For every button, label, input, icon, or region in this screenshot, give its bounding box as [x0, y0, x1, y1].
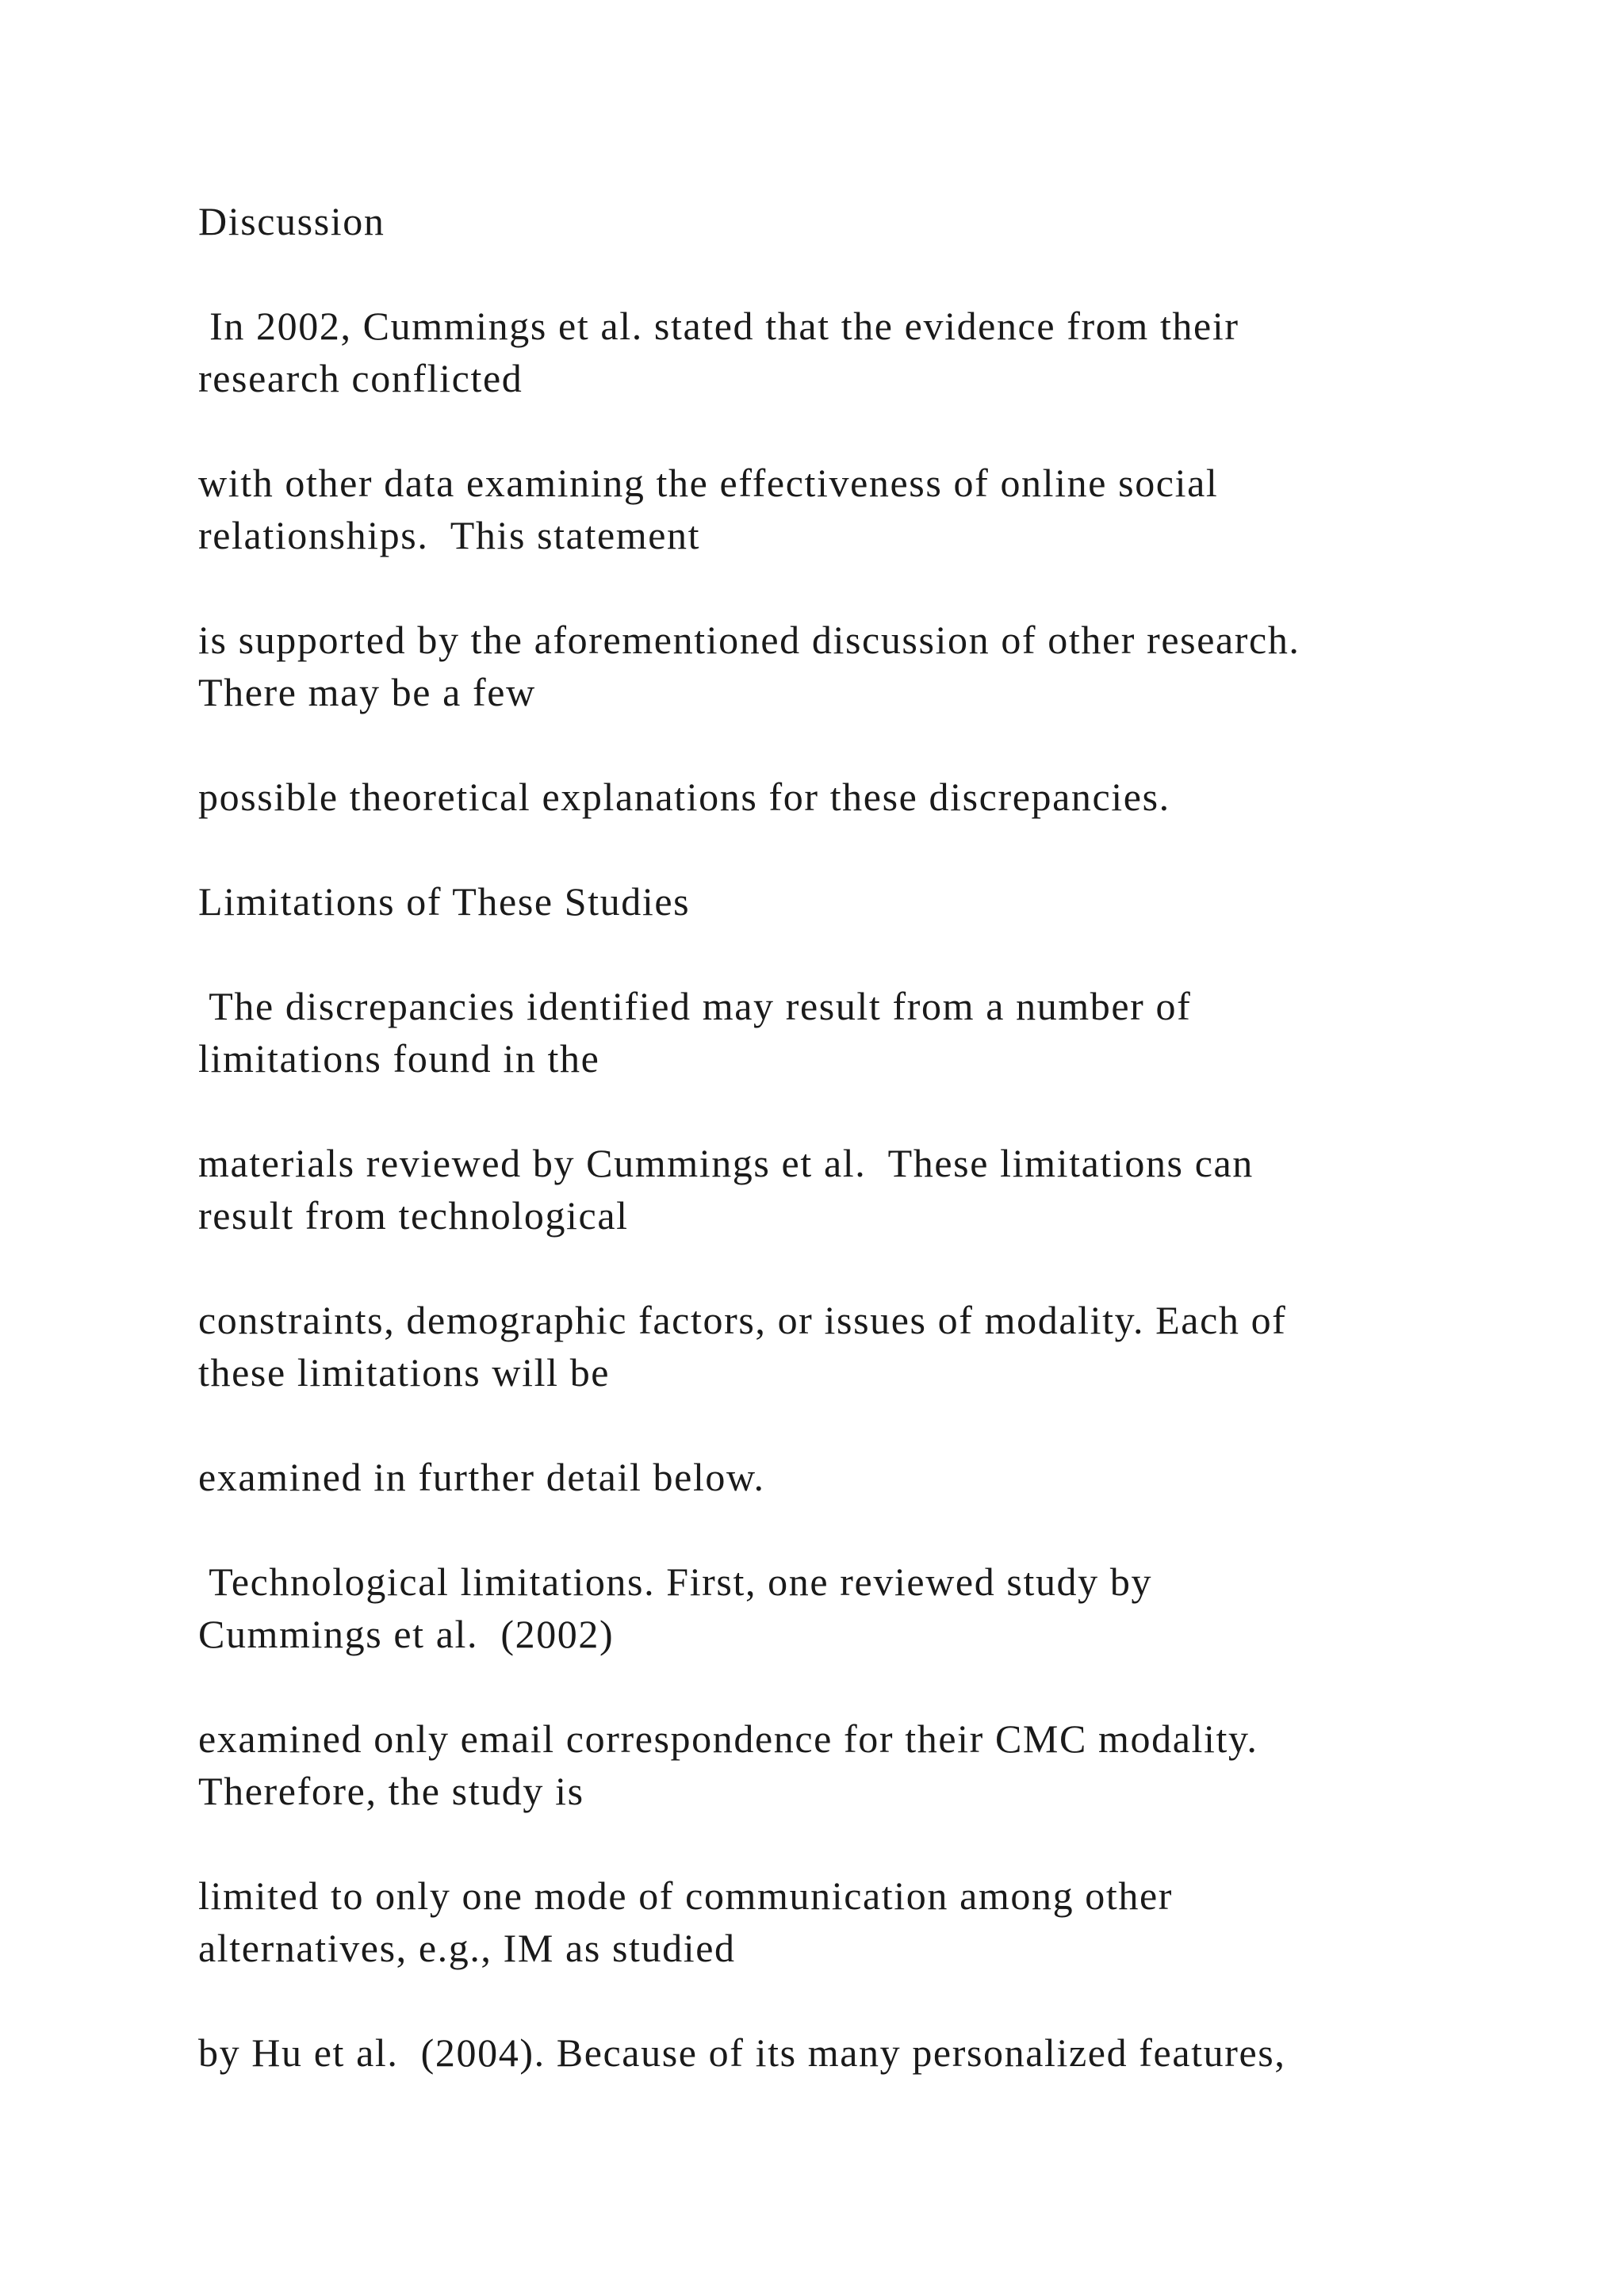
- paragraph-line: In 2002, Cummings et al. stated that the evidence from their: [198, 304, 1239, 348]
- paragraph-line: limitations found in the: [198, 1036, 600, 1081]
- paragraph-line: The discrepancies identified may result from a number of: [198, 984, 1192, 1028]
- paragraph-line: by Hu et al. (2004). Because of its many personalized features,: [198, 2030, 1286, 2075]
- paragraph-line: constraints, demographic factors, or issues of modality. Each of: [198, 1298, 1287, 1342]
- paragraph-line: alternatives, e.g., IM as studied: [198, 1926, 736, 1970]
- paragraph-line: There may be a few: [198, 670, 536, 714]
- paragraph-line: Cummings et al. (2002): [198, 1612, 615, 1656]
- heading-limitations: Limitations of These Studies: [198, 879, 691, 924]
- paragraph-line: Therefore, the study is: [198, 1769, 584, 1813]
- paragraph-line: is supported by the aforementioned discussion of other research.: [198, 618, 1300, 662]
- heading-discussion: Discussion: [198, 199, 385, 243]
- paragraph-line: limited to only one mode of communication among other: [198, 1873, 1174, 1918]
- paragraph-line: Technological limitations. First, one reviewed study by: [198, 1559, 1153, 1604]
- paragraph-line: possible theoretical explanations for these discrepancies.: [198, 775, 1170, 819]
- paragraph-line: with other data examining the effectiveness of online social: [198, 461, 1219, 505]
- paragraph-line: examined in further detail below.: [198, 1455, 765, 1499]
- paragraph-line: relationships. This statement: [198, 513, 701, 557]
- paragraph-line: materials reviewed by Cummings et al. These limitations can: [198, 1141, 1254, 1185]
- paragraph-line: result from technological: [198, 1193, 629, 1238]
- paragraph-line: examined only email correspondence for their CMC modality.: [198, 1716, 1258, 1761]
- paragraph-line: research conflicted: [198, 356, 523, 400]
- paragraph-line: these limitations will be: [198, 1350, 611, 1395]
